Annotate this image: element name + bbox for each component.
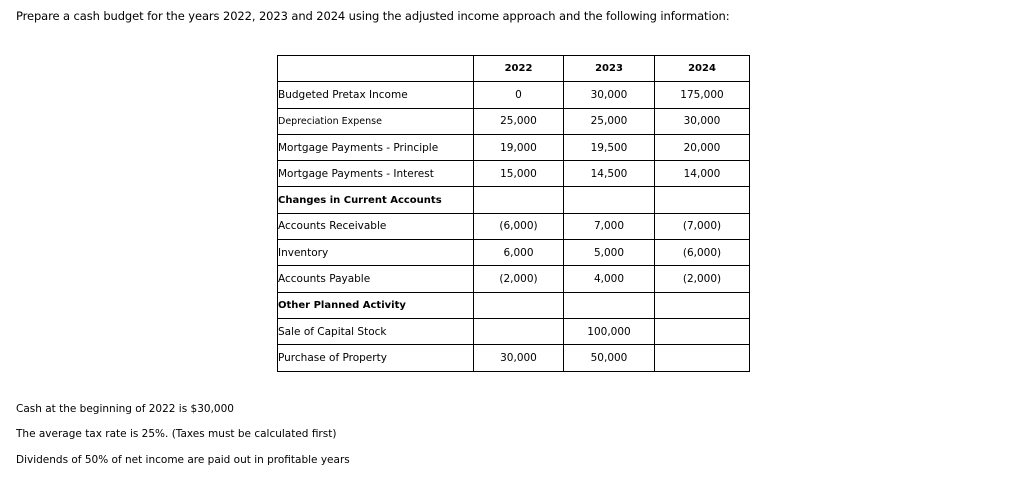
value-2022: 0 xyxy=(474,82,564,108)
table-row xyxy=(278,240,750,266)
value-2022 xyxy=(474,187,564,213)
value-2024 xyxy=(655,292,750,318)
table-row xyxy=(278,345,750,371)
table-header-row xyxy=(278,56,750,82)
row-label: Inventory xyxy=(278,240,474,266)
section-label: Changes in Current Accounts xyxy=(278,187,474,213)
value-2024: 175,000 xyxy=(655,82,750,108)
note-dividends: Dividends of 50% of net income are paid out in profitable years xyxy=(16,454,350,466)
instructions-text: Prepare a cash budget for the years 2022, 2023 and 2024 using the adjusted income approach and the following information: xyxy=(16,9,730,23)
table-row xyxy=(278,82,750,108)
value-2024: 30,000 xyxy=(655,108,750,134)
table-row xyxy=(278,266,750,292)
note-tax-rate: The average tax rate is 25%. (Taxes must be calculated first) xyxy=(16,428,337,440)
value-2022: 25,000 xyxy=(474,108,564,134)
value-2022: 6,000 xyxy=(474,240,564,266)
value-2022: 15,000 xyxy=(474,161,564,187)
cash-budget-table xyxy=(277,55,750,372)
value-2023 xyxy=(564,292,655,318)
table-row xyxy=(278,161,750,187)
value-2023 xyxy=(564,187,655,213)
value-2022: 19,000 xyxy=(474,134,564,160)
table-row xyxy=(278,108,750,134)
header-label-cell xyxy=(278,56,474,82)
table-row xyxy=(278,213,750,239)
value-2024: (2,000) xyxy=(655,266,750,292)
row-label: Sale of Capital Stock xyxy=(278,318,474,344)
value-2022: (6,000) xyxy=(474,213,564,239)
value-2024: 14,000 xyxy=(655,161,750,187)
value-2022 xyxy=(474,318,564,344)
value-2024: 20,000 xyxy=(655,134,750,160)
value-2022: (2,000) xyxy=(474,266,564,292)
value-2022 xyxy=(474,292,564,318)
row-label: Purchase of Property xyxy=(278,345,474,371)
value-2024: (7,000) xyxy=(655,213,750,239)
value-2023: 5,000 xyxy=(564,240,655,266)
value-2022: 30,000 xyxy=(474,345,564,371)
section-row xyxy=(278,187,750,213)
value-2023: 50,000 xyxy=(564,345,655,371)
row-label: Accounts Receivable xyxy=(278,213,474,239)
value-2023: 4,000 xyxy=(564,266,655,292)
row-label: Mortgage Payments - Principle xyxy=(278,134,474,160)
table-row xyxy=(278,134,750,160)
value-2023: 100,000 xyxy=(564,318,655,344)
value-2023: 19,500 xyxy=(564,134,655,160)
section-label: Other Planned Activity xyxy=(278,292,474,318)
value-2023: 14,500 xyxy=(564,161,655,187)
value-2024: (6,000) xyxy=(655,240,750,266)
value-2024 xyxy=(655,345,750,371)
row-label: Budgeted Pretax Income xyxy=(278,82,474,108)
note-beginning-cash: Cash at the beginning of 2022 is $30,000 xyxy=(16,403,234,415)
table-row xyxy=(278,318,750,344)
value-2024 xyxy=(655,187,750,213)
row-label: Mortgage Payments - Interest xyxy=(278,161,474,187)
section-row xyxy=(278,292,750,318)
row-label: Depreciation Expense xyxy=(278,108,474,134)
value-2023: 7,000 xyxy=(564,213,655,239)
value-2023: 25,000 xyxy=(564,108,655,134)
value-2024 xyxy=(655,318,750,344)
header-2024: 2024 xyxy=(655,56,750,82)
row-label: Accounts Payable xyxy=(278,266,474,292)
value-2023: 30,000 xyxy=(564,82,655,108)
header-2023: 2023 xyxy=(564,56,655,82)
header-2022: 2022 xyxy=(474,56,564,82)
